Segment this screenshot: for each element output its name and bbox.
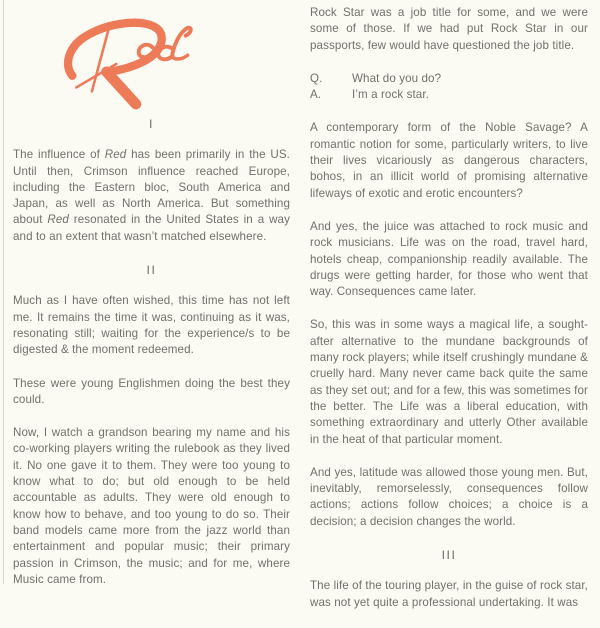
left-column [13, 0, 290, 605]
right-column [310, 0, 588, 628]
paragraph-young-englishmen: These were young Englishmen doing the best they could. [13, 376, 290, 406]
page-edge-line [3, 0, 4, 584]
paragraph-magical-life: So, this was in some ways a magical life, a sought-after alternative to the mundane backgrounds of many rock players; while itself crushingly mundane & cruelly hard. Many never came back quite the same as they set out; and for a few, this was sometimes for the better. The Life was a liberal education, with something extraordinary and utterly Other available in the heat of that particular moment. [310, 318, 588, 446]
paragraph-rock-star-job: Rock Star was a job title for some, and we were some of those. If we had put Rock Star in our passports, few would have questioned the job title. [310, 6, 588, 52]
qa-question-label: Q. [310, 71, 323, 85]
qa-block [310, 71, 588, 104]
qa-question-row [310, 71, 588, 87]
paragraph-touring-player: The life of the touring player, in the guise of rock star, was not yet quite a professional undertaking. It was [310, 579, 588, 609]
paragraph-time-not-left: Much as I have often wished, this time has not left me. It remains the time it was, continuing as it was, resonating still; waiting for the experience/s to be digested & the moment redeemed. [13, 294, 290, 357]
qa-question-text: What do you do? [352, 71, 442, 85]
paragraph-influence: The influence of Red has been primarily in the US. Until then, Crimson influence reached Europe, including the Eastern bloc, South America and Japan, as well as North America. But something about Red resonated in the United States in a way and to an extent that wasn’t matched elsewhere. [13, 148, 291, 243]
paragraph-noble-savage: A contemporary form of the Noble Savage? A romantic notion for some, particularly writers, to live their lives vicariously as dangerous characters, bohos, in an illicit world of promising alternative lifeways of exotic and erotic encounters? [310, 121, 588, 200]
red-logo [61, 21, 201, 107]
paragraph-grandson: Now, I watch a grandson bearing my name and his co-working players writing the rulebook as they lived it. No one gave it to them. They were too young to know what to do; but old enough to be held accountable as adults. They were old enough to know how to behave, and too young to do so. Their band models came more from the jazz world than entertainment and popular music; their primary passion in Crimson, the music; and for me, where Music came from. [13, 426, 290, 586]
paragraph-latitude: And yes, latitude was allowed those young men. But, inevitably, remorselessly, consequences follow actions; actions follow choices; a choice is a decision; a decision changes the world. [310, 465, 588, 528]
qa-answer-text: I’m a rock star. [352, 88, 429, 102]
section-numeral-one: I [149, 117, 154, 131]
section-numeral-three: III [441, 548, 457, 563]
red-logo-script-icon [61, 21, 199, 107]
paragraph-juice: And yes, the juice was attached to rock music and rock musicians. Life was on the road, travel hard, hotels cheap, companionship readily available. The drugs were getting harder, for those who went that way. Consequences came later. [310, 219, 588, 299]
qa-answer-label: A. [310, 88, 322, 102]
section-numeral-two: II [146, 263, 157, 278]
qa-answer-row [310, 87, 588, 103]
